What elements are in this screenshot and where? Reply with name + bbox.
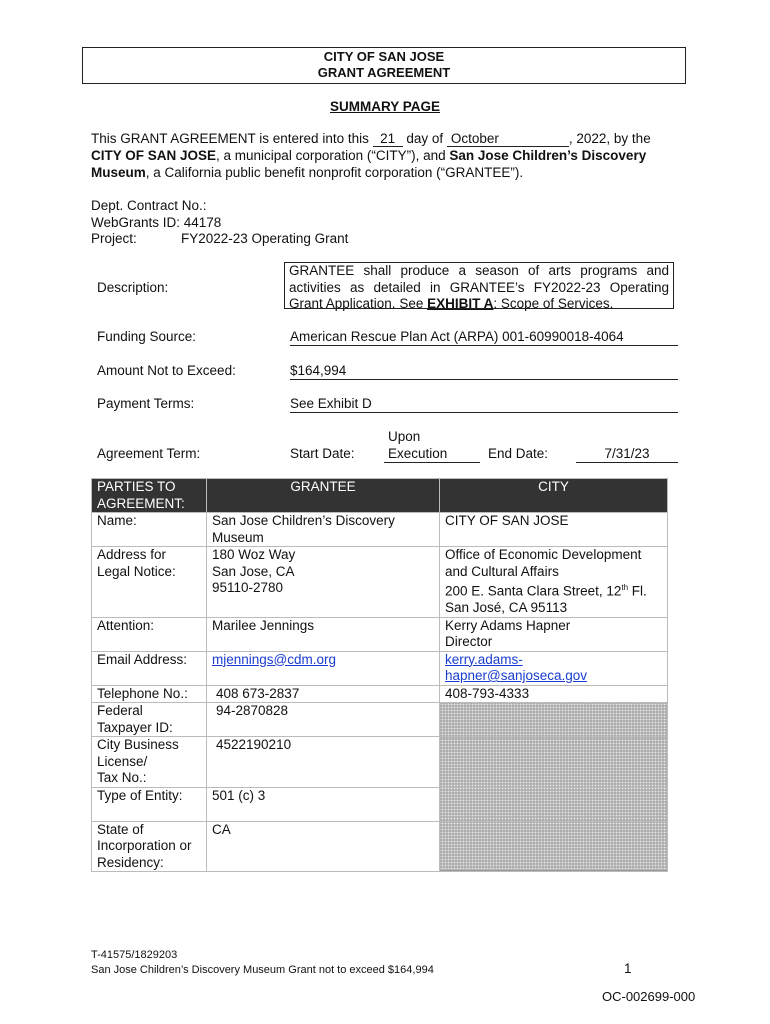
grantee-state: CA — [207, 821, 440, 872]
telephone-label: Telephone No.: — [92, 685, 207, 703]
payment-terms-label: Payment Terms: — [97, 396, 195, 411]
city-column-header: CITY — [440, 479, 668, 513]
city-address-line3 — [445, 580, 662, 600]
webgrants-line: WebGrants ID: 44178 — [91, 215, 222, 230]
grantee-address-line1: 180 Woz Way — [212, 547, 296, 562]
grantee-name-line2: Museum — [212, 529, 264, 545]
start-date-value-line2: Execution — [388, 445, 448, 461]
license-label — [92, 737, 207, 788]
table-row — [92, 651, 668, 685]
grantee-address — [207, 547, 440, 618]
city-attention — [440, 617, 668, 651]
description-label: Description: — [97, 280, 169, 295]
funding-source-value: American Rescue Plan Act (ARPA) 001-60990018-4064 — [290, 329, 678, 346]
name-label: Name: — [92, 513, 207, 547]
address-label-line1: Address for — [97, 547, 167, 562]
grantee-address-line2: San Jose, CA — [212, 563, 295, 579]
grantee-entity: 501 (c) 3 — [207, 787, 440, 821]
license-label-line3: Tax No.: — [97, 770, 147, 785]
start-date-value — [384, 429, 480, 463]
city-telephone: 408-793-4333 — [440, 685, 668, 703]
agreement-heading: GRANT AGREEMENT — [317, 65, 451, 80]
grantee-taxpayer-id: 94-2870828 — [207, 703, 440, 737]
city-address-floor: Fl. — [628, 583, 647, 599]
description-text: GRANTEE shall produce a season of arts programs and activities as detailed in GRANTEE’s FY2022-23 Operating Grant Application. See — [289, 263, 669, 311]
intro-text-5: , a California public benefit nonprofit corporation (“GRANTEE”). — [145, 165, 524, 180]
city-address-line2: and Cultural Affairs — [445, 563, 559, 579]
page-number: 1 — [624, 961, 632, 976]
city-email-link-line1[interactable]: kerry.adams- — [445, 651, 523, 667]
grantee-telephone: 408 673-2837 — [207, 685, 440, 703]
state-label-line3: Residency: — [97, 854, 164, 870]
city-attention-title: Director — [445, 634, 493, 649]
end-date-label: End Date: — [488, 446, 549, 461]
city-email-cell — [440, 651, 668, 685]
amount-value: $164,994 — [290, 363, 678, 380]
taxpayer-label-line1: Federal — [97, 703, 143, 718]
dept-contract-line: Dept. Contract No.: — [91, 198, 207, 213]
city-address-ordinal: th — [621, 583, 629, 592]
agreement-term-label: Agreement Term: — [97, 446, 201, 461]
state-label-line1: State of — [97, 821, 144, 837]
city-state-shaded — [440, 821, 668, 872]
project-label: Project: — [91, 231, 137, 246]
attention-label: Attention: — [92, 617, 207, 651]
start-date-label: Start Date: — [290, 446, 355, 461]
city-heading: CITY OF SAN JOSE — [323, 49, 445, 64]
amount-label: Amount Not to Exceed: — [97, 363, 236, 378]
project-value: FY2022-23 Operating Grant — [181, 231, 349, 246]
table-row — [92, 703, 668, 737]
description-box — [284, 262, 674, 309]
table-row — [92, 547, 668, 618]
city-address — [440, 547, 668, 618]
intro-text-2: day of — [402, 131, 447, 146]
payment-terms-value: See Exhibit D — [290, 396, 678, 413]
parties-table — [91, 478, 668, 872]
grantee-email-link[interactable]: mjennings@cdm.org — [212, 651, 337, 667]
intro-paragraph — [91, 130, 681, 181]
email-label: Email Address: — [92, 651, 207, 685]
grantee-name — [207, 513, 440, 547]
table-row — [92, 513, 668, 547]
state-label-line2: Incorporation or — [97, 838, 192, 853]
entity-label: Type of Entity: — [92, 787, 207, 821]
city-name: CITY OF SAN JOSE — [440, 513, 668, 547]
address-label — [92, 547, 207, 618]
address-label-line2: Legal Notice: — [97, 563, 176, 579]
city-license-shaded — [440, 737, 668, 788]
document-title-box — [82, 47, 686, 84]
footer-reference: T-41575/1829203 — [91, 949, 178, 961]
city-entity-shaded — [440, 787, 668, 821]
grantee-address-line3: 95110-2780 — [212, 580, 284, 595]
license-label-line1: City Business — [97, 737, 179, 752]
parties-header — [92, 479, 207, 513]
city-taxpayer-shaded — [440, 703, 668, 737]
state-label — [92, 821, 207, 872]
table-row — [92, 617, 668, 651]
city-email-link-line2[interactable]: hapner@sanjoseca.gov — [445, 668, 588, 683]
grantee-license: 4522190210 — [207, 737, 440, 788]
table-row — [92, 737, 668, 788]
city-address-line4: San José, CA 95113 — [445, 600, 568, 615]
description-tail: : Scope of Services. — [493, 296, 614, 311]
table-row — [92, 787, 668, 821]
exhibit-a-reference: EXHIBIT A — [427, 296, 494, 311]
city-party-name: CITY OF SAN JOSE — [91, 148, 217, 163]
day-field: 21 — [373, 132, 403, 147]
month-field: October — [447, 132, 569, 147]
parties-header-row — [92, 479, 668, 513]
grantee-email-cell — [207, 651, 440, 685]
parties-header-line1: PARTIES TO — [97, 479, 176, 494]
document-code: OC-002699-000 — [602, 989, 696, 1004]
city-address-line1: Office of Economic Development — [445, 547, 642, 562]
city-attention-name: Kerry Adams Hapner — [445, 617, 571, 633]
funding-source-label: Funding Source: — [97, 329, 197, 344]
footer-note: San Jose Children’s Discovery Museum Grant not to exceed $164,994 — [91, 964, 434, 976]
intro-text-3: , 2022, by the — [568, 131, 651, 146]
grantee-party-name: San Jose Children’s Discovery Museum — [91, 148, 647, 180]
parties-header-line2: AGREEMENT: — [97, 495, 185, 511]
city-address-street: 200 E. Santa Clara Street, 12 — [445, 583, 622, 599]
taxpayer-label-line2: Taxpayer ID: — [97, 719, 173, 735]
end-date-value: 7/31/23 — [576, 446, 678, 463]
table-row — [92, 685, 668, 703]
table-row — [92, 821, 668, 872]
summary-page-heading: SUMMARY PAGE — [329, 99, 440, 114]
grantee-column-header: GRANTEE — [207, 479, 440, 513]
taxpayer-label — [92, 703, 207, 737]
grantee-name-line1: San Jose Children’s Discovery — [212, 513, 395, 528]
start-date-value-line1: Upon — [388, 429, 421, 444]
intro-text-4: , a municipal corporation (“CITY”), and — [216, 148, 450, 163]
intro-text-1: This GRANT AGREEMENT is entered into this — [91, 131, 373, 146]
grantee-attention: Marilee Jennings — [207, 617, 440, 651]
license-label-line2: License/ — [97, 753, 148, 769]
